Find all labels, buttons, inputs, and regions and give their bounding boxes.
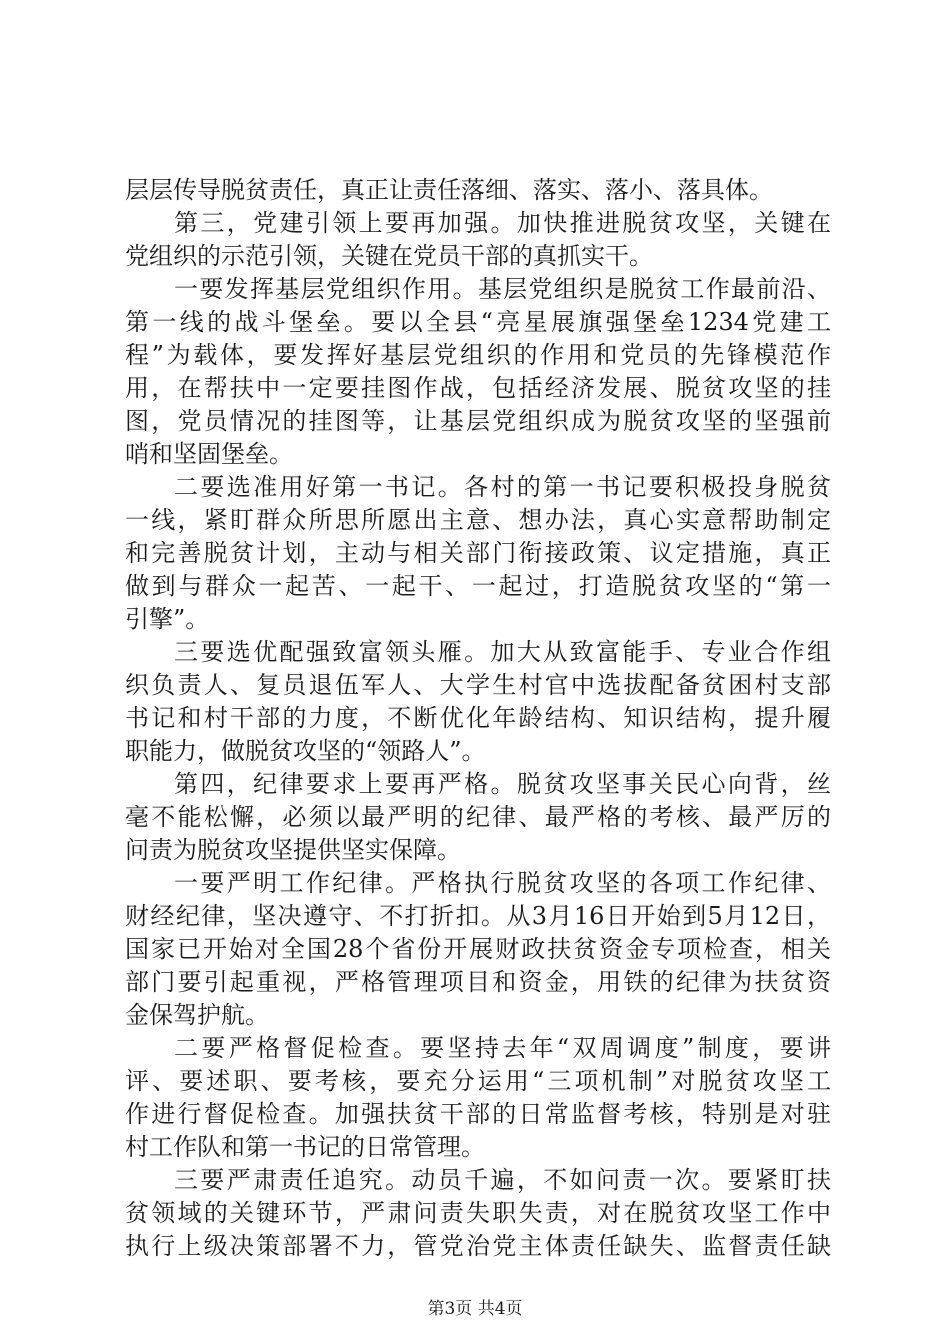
text-line: 三要严肃责任追究。动员千遍，不如问责一次。要紧盯扶 — [174, 1166, 831, 1194]
text-line: 一要发挥基层党组织作用。基层党组织是脱贫工作最前沿、 — [174, 275, 831, 303]
text-line: 一要严明工作纪律。严格执行脱贫攻坚的各项工作纪律、 — [174, 869, 831, 897]
text-line: 党组织的示范引领，关键在党员干部的真抓实干。 — [125, 242, 653, 270]
text-line: 层层传导脱贫责任，真正让责任落细、落实、落小、落具体。 — [125, 176, 773, 204]
page-number-footer: 第3页 共4页 — [427, 1299, 523, 1319]
text-line: 第一线的战斗堡垒。要以全县“亮星展旗强堡垒1234党建工 — [125, 308, 831, 336]
text-line: 一线，紧盯群众所思所愿出主意、想办法，真心实意帮助制定 — [125, 506, 831, 534]
text-line: 引擎”。 — [125, 605, 210, 633]
text-line: 村工作队和第一书记的日常管理。 — [125, 1133, 485, 1161]
text-line: 二要严格督促检查。要坚持去年“双周调度”制度，要讲 — [174, 1034, 831, 1062]
text-line: 问责为脱贫攻坚提供坚实保障。 — [125, 836, 461, 864]
text-line: 评、要述职、要考核，要充分运用“三项机制”对脱贫攻坚工 — [125, 1067, 831, 1095]
text-line: 贫领域的关键环节，严肃问责失职失责，对在脱贫攻坚工作中 — [125, 1199, 831, 1227]
text-line: 毫不能松懈，必须以最严明的纪律、最严格的考核、最严厉的 — [125, 803, 831, 831]
text-line: 国家已开始对全国28个省份开展财政扶贫资金专项检查，相关 — [125, 935, 831, 963]
text-line: 程”为载体，要发挥好基层党组织的作用和党员的先锋模范作 — [125, 341, 831, 369]
text-line: 作进行督促检查。加强扶贫干部的日常监督考核，特别是对驻 — [125, 1100, 831, 1128]
text-line: 部门要引起重视，严格管理项目和资金，用铁的纪律为扶贫资 — [125, 968, 831, 996]
text-line: 执行上级决策部署不力，管党治党主体责任缺失、监督责任缺 — [125, 1232, 831, 1260]
text-line: 图，党员情况的挂图等，让基层党组织成为脱贫攻坚的坚强前 — [125, 407, 831, 435]
text-line: 用，在帮扶中一定要挂图作战，包括经济发展、脱贫攻坚的挂 — [125, 374, 831, 402]
text-line: 财经纪律，坚决遵守、不打折扣。从3月16日开始到5月12日， — [125, 902, 831, 930]
text-line: 和完善脱贫计划，主动与相关部门衔接政策、议定措施，真正 — [125, 539, 831, 567]
text-line: 第四，纪律要求上要再严格。脱贫攻坚事关民心向背，丝 — [174, 770, 831, 798]
text-line: 职能力，做脱贫攻坚的“领路人”。 — [125, 737, 486, 765]
text-line: 书记和村干部的力度，不断优化年龄结构、知识结构，提升履 — [125, 704, 831, 732]
text-line: 第三，党建引领上要再加强。加快推进脱贫攻坚，关键在 — [174, 209, 831, 237]
text-line: 哨和坚固堡垒。 — [125, 440, 293, 468]
text-line: 二要选准用好第一书记。各村的第一书记要积极投身脱贫 — [174, 473, 831, 501]
text-line: 织负责人、复员退伍军人、大学生村官中选拔配备贫困村支部 — [125, 671, 831, 699]
text-line: 金保驾护航。 — [125, 1001, 269, 1029]
text-line: 做到与群众一起苦、一起干、一起过，打造脱贫攻坚的“第一 — [125, 572, 831, 600]
text-line: 三要选优配强致富领头雁。加大从致富能手、专业合作组 — [174, 638, 831, 666]
